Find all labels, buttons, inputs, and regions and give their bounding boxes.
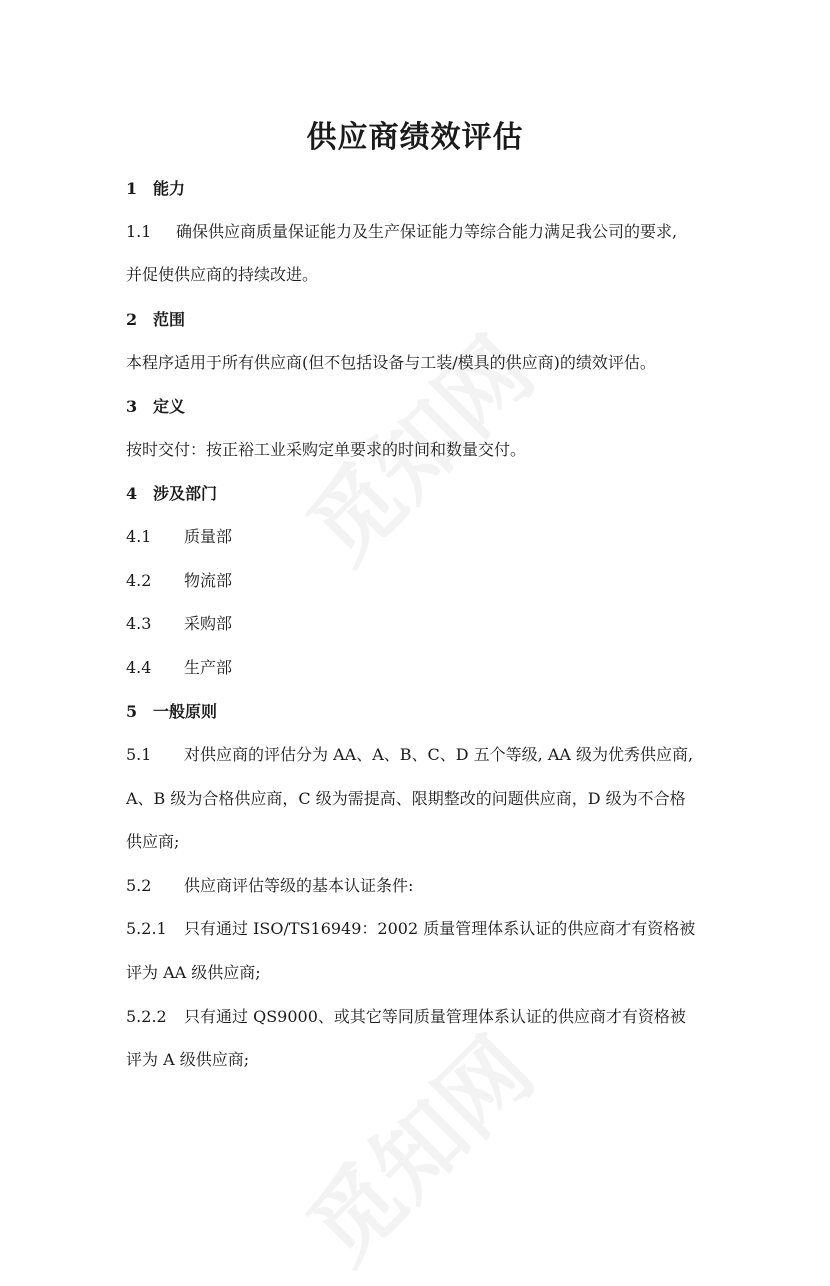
list-item-text: 采购部 (184, 614, 233, 633)
section-heading (126, 309, 185, 331)
paragraph (126, 1006, 686, 1028)
clause-number: 5.2.2 (126, 1007, 167, 1026)
section-title: 范围 (153, 310, 186, 329)
section-title: 涉及部门 (153, 484, 218, 503)
clause-number: 4.2 (126, 571, 152, 590)
paragraph (126, 744, 693, 766)
list-item (126, 570, 232, 592)
list-item (126, 613, 232, 635)
section-heading (126, 483, 217, 505)
section-number: 4 (126, 484, 138, 503)
clause-number: 4.4 (126, 658, 152, 677)
paragraph: 按时交付：按正裕工业采购定单要求的时间和数量交付。 (126, 440, 527, 459)
paragraph: 本程序适用于所有供应商(但不包括设备与工装/模具的供应商)的绩效评估。 (126, 353, 656, 372)
section-heading (126, 701, 217, 723)
paragraph (126, 918, 695, 940)
paragraph-text: 供应商评估等级的基本认证条件: (184, 876, 414, 895)
section-heading (126, 396, 185, 418)
clause-number: 5.1 (126, 745, 152, 764)
paragraph-continuation: A、B 级为合格供应商，C 级为需提高、限期整改的问题供应商，D 级为不合格 (126, 789, 686, 808)
clause-number: 5.2.1 (126, 919, 167, 938)
list-item (126, 657, 232, 679)
paragraph-continuation: 供应商; (126, 832, 180, 851)
section-number: 5 (126, 702, 138, 721)
paragraph (126, 875, 413, 897)
list-item-text: 质量部 (184, 527, 233, 546)
paragraph-continuation: 并促使供应商的持续改进。 (126, 265, 319, 284)
list-item-text: 物流部 (184, 571, 233, 590)
section-number: 2 (126, 310, 138, 329)
clause-number: 1.1 (126, 222, 152, 241)
section-title: 定义 (153, 397, 186, 416)
section-title: 一般原则 (153, 702, 218, 721)
paragraph-text: 确保供应商质量保证能力及生产保证能力等综合能力满足我公司的要求, (176, 222, 678, 241)
list-item (126, 526, 232, 548)
paragraph-text: 对供应商的评估分为 AA、A、B、C、D 五个等级, AA 级为优秀供应商, (184, 745, 694, 764)
clause-number: 4.1 (126, 527, 152, 546)
section-number: 1 (126, 179, 138, 198)
paragraph-continuation: 评为 A 级供应商; (126, 1050, 250, 1069)
paragraph-text: 只有通过 ISO/TS16949：2002 质量管理体系认证的供应商才有资格被 (184, 919, 696, 938)
paragraph-text: 只有通过 QS9000、或其它等同质量管理体系认证的供应商才有资格被 (184, 1007, 686, 1026)
section-number: 3 (126, 397, 138, 416)
clause-number: 4.3 (126, 614, 152, 633)
clause-number: 5.2 (126, 876, 152, 895)
page-title: 供应商绩效评估 (306, 120, 524, 155)
section-title: 能力 (153, 179, 186, 198)
paragraph (126, 221, 677, 243)
watermark (274, 1004, 557, 1286)
paragraph-continuation: 评为 AA 级供应商; (126, 963, 261, 982)
list-item-text: 生产部 (184, 658, 233, 677)
section-heading (126, 178, 185, 200)
